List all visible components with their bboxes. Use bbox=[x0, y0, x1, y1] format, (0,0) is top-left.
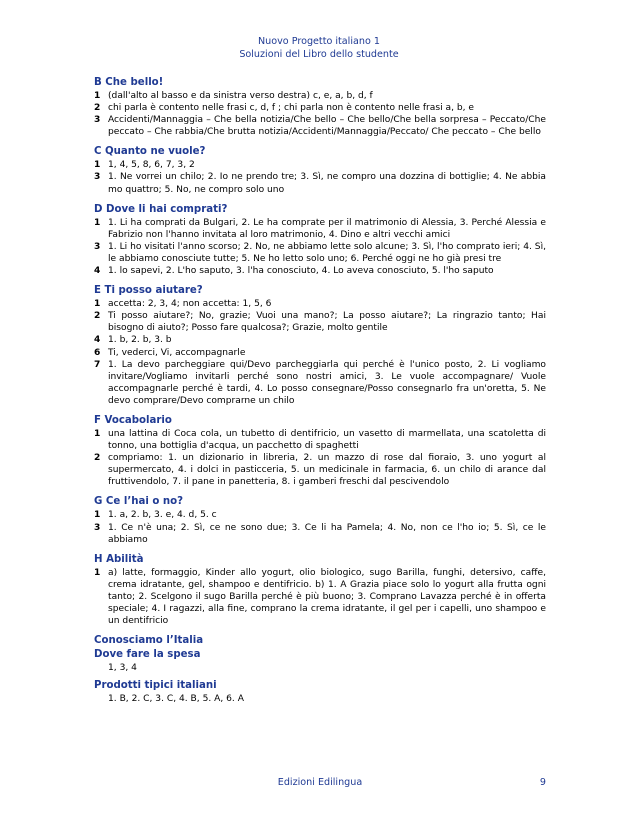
section-title: E Ti posso aiutare? bbox=[94, 285, 203, 297]
section-title: B Che bello! bbox=[94, 77, 164, 88]
section bbox=[94, 553, 546, 627]
exercise-number: 1 bbox=[94, 428, 101, 439]
answer-item bbox=[94, 428, 546, 452]
section bbox=[94, 203, 546, 277]
answer-item bbox=[94, 241, 546, 265]
answer-item bbox=[94, 265, 546, 277]
answer-text: 1. b, 2. b, 3. b bbox=[108, 335, 172, 346]
section-title: Conosciamo l’Italia bbox=[94, 635, 204, 647]
exercise-number: 2 bbox=[94, 311, 101, 322]
section bbox=[94, 284, 546, 407]
header-subtitle: Soluzioni del Libro dello studente bbox=[239, 49, 399, 60]
answer-text: 1. Ce n'è una; 2. Sì, ce ne sono due; 3. Ce li ha Pamela; 4. No, non ce l'ho io; 5. Sì, ce le abbiamo bbox=[108, 522, 546, 545]
exercise-number: 4 bbox=[94, 266, 101, 277]
answer-text: 1. Li ha comprati da Bulgari, 2. Le ha comprate per il matrimonio di Alessia, 3. Perché Alessia e Fabrizio non l'hanno invitata al loro matrimonio, 4. Dino e altri vecchi amici bbox=[108, 217, 546, 240]
answer-text: a) latte, formaggio, Kinder allo yogurt, olio biologico, sugo Barilla, funghi, detersivo, caffe, crema idratante, gel, shampoo e dentifricio. b) 1. A Grazia piace solo lo yogurt alla frutta ogni tanto; 2. Scelgono il sugo Barilla perché è più buono; 3. Comprano Lavazza perché è in offerta speciale; 4. I ragazzi, alla fine, comprano la crema idratante, il gel per i capelli, uno shampoo e un dentifricio bbox=[108, 567, 546, 627]
section-title: G Ce l’hai o no? bbox=[94, 496, 184, 508]
answer-item bbox=[94, 90, 546, 102]
answer-text: compriamo: 1. un dizionario in libreria, 2. un mazzo di rose dal fioraio, 3. uno yogurt al supermercato, 4. i dolci in pasticceria, 5. un medicinale in farmacia, 6. un chilo di arance dal fruttivendolo, 7. il pane in panetteria, 8. i gamberi freschi dal pescivendolo bbox=[108, 453, 546, 488]
answer-item bbox=[94, 159, 546, 171]
answer-prodotti: 1. B, 2. C, 3. C, 4. B, 5. A, 6. A bbox=[108, 694, 244, 705]
section-title: D Dove li hai comprati? bbox=[94, 203, 228, 215]
page-number: 9 bbox=[539, 777, 546, 788]
answer-item bbox=[94, 347, 546, 359]
exercise-number: 3 bbox=[94, 241, 101, 252]
answer-item bbox=[94, 102, 546, 114]
exercise-number: 3 bbox=[94, 522, 101, 533]
exercise-number: 1 bbox=[94, 510, 101, 521]
exercise-number: 2 bbox=[94, 103, 101, 114]
exercise-number: 1 bbox=[94, 91, 101, 101]
answer-text: 1. Li ho visitati l'anno scorso; 2. No, ne abbiamo lette solo alcune; 3. Sì, l'ho comprato ieri; 4. Sì, le abbiamo conosciute tutte; 5. Ne ho letto solo uno; 6. Perché oggi ne ho già presi tre bbox=[108, 241, 546, 264]
answer-text: 1. Ne vorrei un chilo; 2. Io ne prendo tre; 3. Sì, ne compro una dozzina di bottiglie; 4. Ne abbia mo quattro; 5. No, ne compro solo uno bbox=[108, 172, 546, 195]
exercise-number: 3 bbox=[94, 115, 101, 126]
exercise-number: 6 bbox=[94, 347, 101, 358]
sections-container bbox=[94, 76, 546, 627]
answer-text: 1. lo sapevi, 2. L'ho saputo, 3. l'ha conosciuto, 4. Lo aveva conosciuto, 5. l'ho saputo bbox=[108, 266, 494, 277]
answer-item bbox=[94, 171, 546, 195]
answer-text: Ti, vederci, Vi, accompagnarle bbox=[108, 347, 246, 358]
subsection-title-spesa: Dove fare la spesa bbox=[94, 649, 201, 661]
page-header bbox=[0, 35, 638, 61]
exercise-number: 1 bbox=[94, 567, 101, 578]
footer-publisher: Edizioni Edilingua bbox=[277, 777, 363, 788]
answer-text: Accidenti/Mannaggia – Che bella notizia/Che bello – Che bello/Che bella sorpresa – Peccato/Che peccato – Che rabbia/Che brutta notizia/Accidenti/Mannaggia/Peccato/ Che peccato – Che bello bbox=[108, 115, 546, 138]
answer-text: una lattina di Coca cola, un tubetto di dentifricio, un vasetto di marmellata, una scatoletta di tonno, una bottiglia d'acqua, un pacchetto di spaghetti bbox=[108, 428, 546, 452]
section-conosciamo bbox=[94, 634, 546, 705]
section-title: H Abilità bbox=[94, 553, 144, 565]
answer-text: chi parla è contento nelle frasi c, d, f ; chi parla non è contento nelle frasi a, b, e bbox=[108, 103, 475, 114]
answer-text: 1. La devo parcheggiare qui/Devo parcheggiarla qui perché è l'unico posto, 2. Li vogliamo invitare/Vogliamo invitarli perché sono nostri amici, 3. Le vuole accompagnare/ Vuole accompagnarle perché è tardi, 4. Lo posso consegnare/Posso consegnarlo fra un'oretta, 5. Ne devo comprare/Devo comprarne un chilo bbox=[108, 359, 546, 406]
answer-item bbox=[94, 567, 546, 627]
answer-item bbox=[94, 334, 546, 346]
answer-text: (dall'alto al basso e da sinistra verso destra) c, e, a, b, d, f bbox=[108, 91, 373, 101]
section-title: C Quanto ne vuole? bbox=[94, 146, 206, 158]
answer-item bbox=[94, 509, 546, 521]
answer-item bbox=[94, 114, 546, 138]
exercise-number: 2 bbox=[94, 453, 101, 464]
exercise-number: 4 bbox=[94, 335, 101, 346]
exercise-number: 1 bbox=[94, 160, 101, 171]
section bbox=[94, 495, 546, 545]
section bbox=[94, 145, 546, 195]
answer-item bbox=[94, 217, 546, 241]
header-title: Nuovo Progetto italiano 1 bbox=[258, 36, 380, 47]
answer-text: 1. a, 2. b, 3. e, 4. d, 5. c bbox=[108, 510, 217, 521]
answer-spesa: 1, 3, 4 bbox=[108, 663, 137, 674]
section bbox=[94, 76, 546, 138]
answer-text: accetta: 2, 3, 4; non accetta: 1, 5, 6 bbox=[108, 299, 272, 310]
answer-item bbox=[94, 522, 546, 546]
answer-item bbox=[94, 359, 546, 407]
exercise-number: 7 bbox=[94, 359, 101, 370]
exercise-number: 1 bbox=[94, 299, 101, 310]
answer-text: 1, 4, 5, 8, 6, 7, 3, 2 bbox=[108, 160, 195, 171]
exercise-number: 3 bbox=[94, 172, 101, 183]
answer-item bbox=[94, 452, 546, 488]
answer-text: Ti posso aiutare?; No, grazie; Vuoi una mano?; La posso aiutare?; La ringrazio tanto; Hai bisogno di aiuto?; Posso fare qualcosa?; Grazie, molto gentile bbox=[108, 311, 546, 334]
answer-item bbox=[94, 310, 546, 334]
subsection-title-prodotti: Prodotti tipici italiani bbox=[94, 680, 217, 692]
section bbox=[94, 414, 546, 488]
answer-item bbox=[94, 298, 546, 310]
page-content bbox=[94, 76, 546, 712]
exercise-number: 1 bbox=[94, 217, 101, 228]
section-title: F Vocabolario bbox=[94, 414, 172, 426]
